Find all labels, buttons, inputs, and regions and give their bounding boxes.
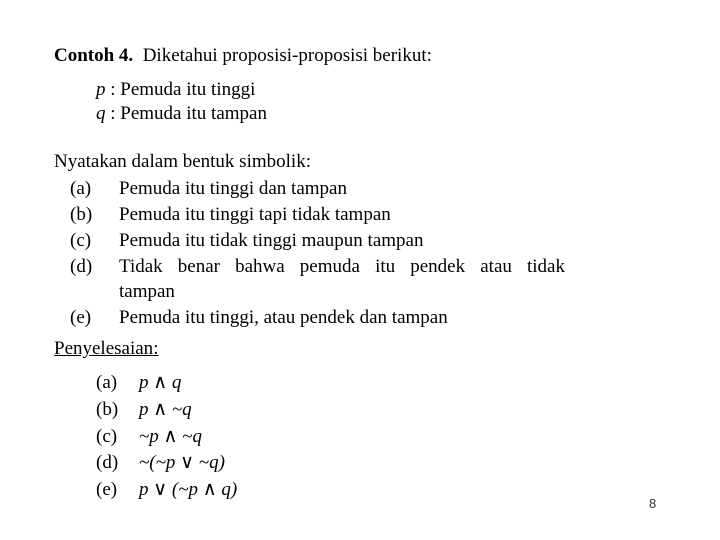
proposition-var: q bbox=[96, 103, 106, 124]
proposition-q bbox=[96, 103, 267, 125]
item-text: Pemuda itu tinggi, atau pendek dan tampan bbox=[119, 307, 448, 328]
example-intro: Diketahui proposisi-proposisi berikut: bbox=[142, 45, 432, 66]
example-title bbox=[54, 45, 432, 67]
item-label: (d) bbox=[70, 256, 93, 277]
answer-expression: ~(~p ∨ ~q) bbox=[139, 452, 225, 473]
answer-expression: p ∧ ~q bbox=[139, 399, 192, 420]
proposition-text: : Pemuda itu tampan bbox=[110, 103, 267, 124]
proposition-p bbox=[96, 79, 255, 101]
solution-heading-text: Penyelesaian bbox=[54, 338, 154, 359]
answer-label: (e) bbox=[96, 479, 118, 500]
solution-heading-colon: : bbox=[153, 338, 159, 359]
answer-expression: ~p ∧ ~q bbox=[139, 426, 202, 447]
item-text: Pemuda itu tinggi tapi tidak tampan bbox=[119, 204, 391, 225]
solution-heading bbox=[54, 338, 158, 360]
item-text: Pemuda itu tinggi dan tampan bbox=[119, 178, 347, 199]
answer-label: (a) bbox=[96, 372, 118, 393]
item-text: Pemuda itu tidak tinggi maupun tampan bbox=[119, 230, 424, 251]
item-text-continuation: tampan bbox=[119, 281, 175, 302]
proposition-var: p bbox=[96, 79, 106, 100]
answer-expression: p ∨ (~p ∧ q) bbox=[139, 479, 238, 500]
proposition-text: : Pemuda itu tinggi bbox=[110, 79, 256, 100]
answer-expression: p ∧ q bbox=[139, 372, 182, 393]
example-label: Contoh 4. bbox=[54, 45, 134, 66]
answer-label: (b) bbox=[96, 399, 119, 420]
answer-label: (d) bbox=[96, 452, 119, 473]
item-label: (e) bbox=[70, 307, 92, 328]
answer-label: (c) bbox=[96, 426, 118, 447]
item-text: Tidak benar bahwa pemuda itu pendek atau tidak bbox=[119, 256, 565, 277]
item-label: (c) bbox=[70, 230, 92, 251]
page-number: 8 bbox=[649, 496, 657, 511]
item-label: (b) bbox=[70, 204, 93, 225]
item-label: (a) bbox=[70, 178, 92, 199]
task-instruction: Nyatakan dalam bentuk simbolik: bbox=[54, 151, 311, 172]
